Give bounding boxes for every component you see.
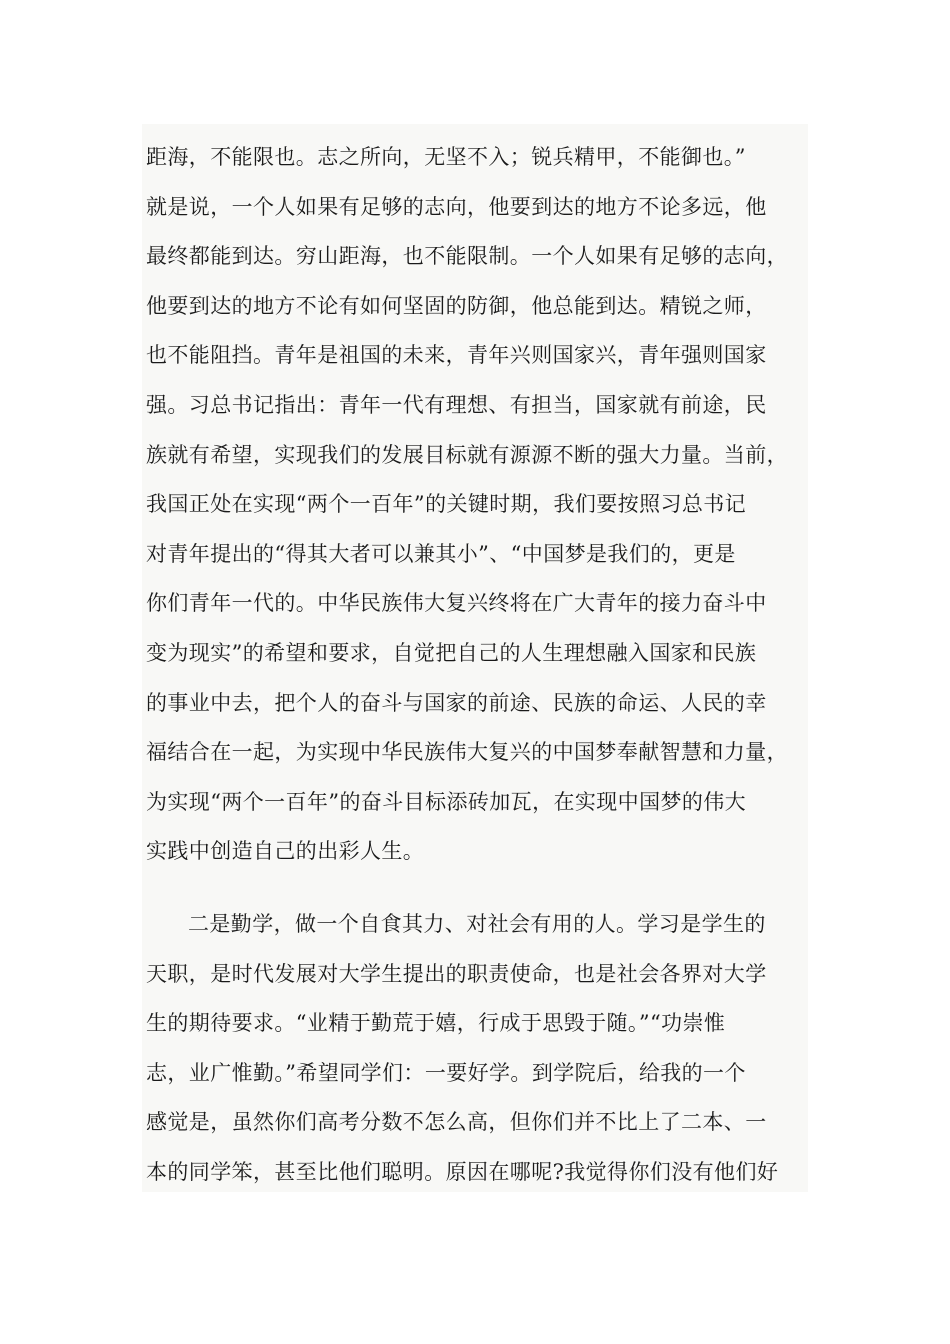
paragraph-line: 对青年提出的“得其大者可以兼其小”、“中国梦是我们的，更是	[146, 541, 736, 566]
paragraph-line: 天职，是时代发展对大学生提出的职责使命，也是社会各界对大学	[146, 961, 767, 986]
paragraph-line: 也不能阻挡。青年是祖国的未来，青年兴则国家兴，青年强则国家	[146, 343, 767, 368]
paragraph-line: 你们青年一代的。中华民族伟大复兴终将在广大青年的接力奋斗中	[146, 591, 767, 616]
paragraph-2	[142, 900, 808, 1198]
paragraph-line: 本的同学笨，甚至比他们聪明。原因在哪呢?我觉得你们没有他们好	[146, 1159, 779, 1184]
paragraph-line: 的事业中去，把个人的奋斗与国家的前途、民族的命运、人民的幸	[146, 690, 767, 715]
paragraph-line: 福结合在一起，为实现中华民族伟大复兴的中国梦奉献智慧和力量，	[146, 740, 788, 765]
paragraph-line: 变为现实”的希望和要求，自觉把自己的人生理想融入国家和民族	[146, 640, 757, 665]
paragraph-line: 志，业广惟勤。”希望同学们：一要好学。到学院后，给我的一个	[146, 1060, 746, 1085]
paragraph-line: 二是勤学，做一个自食其力、对社会有用的人。学习是学生的	[188, 911, 766, 936]
paragraph-line: 他要到达的地方不论有如何坚固的防御，他总能到达。精锐之师，	[146, 293, 767, 318]
paragraph-1	[142, 133, 808, 877]
paragraph-line: 生的期待要求。“业精于勤荒于嬉，行成于思毁于随。”“功崇惟	[146, 1011, 726, 1036]
paragraph-line: 距海，不能限也。志之所向，无坚不入；锐兵精甲，不能御也。”	[146, 145, 746, 169]
paragraph-line: 就是说，一个人如果有足够的志向，他要到达的地方不论多远，他	[146, 194, 767, 219]
paragraph-line: 最终都能到达。穷山距海，也不能限制。一个人如果有足够的志向，	[146, 244, 788, 269]
paragraph-line: 我国正处在实现“两个一百年”的关键时期，我们要按照习总书记	[146, 492, 747, 517]
paragraph-line: 实践中创造自己的出彩人生。	[146, 839, 425, 864]
paragraph-line: 强。习总书记指出：青年一代有理想、有担当，国家就有前途，民	[146, 392, 767, 417]
paragraph-gap	[142, 877, 808, 900]
paragraph-line: 为实现“两个一百年”的奋斗目标添砖加瓦，在实现中国梦的伟大	[146, 789, 747, 814]
paragraph-line: 感觉是，虽然你们高考分数不怎么高，但你们并不比上了二本、一	[146, 1110, 767, 1135]
paragraph-line: 族就有希望，实现我们的发展目标就有源源不断的强大力量。当前，	[146, 442, 788, 467]
document-text-block	[142, 124, 808, 1192]
